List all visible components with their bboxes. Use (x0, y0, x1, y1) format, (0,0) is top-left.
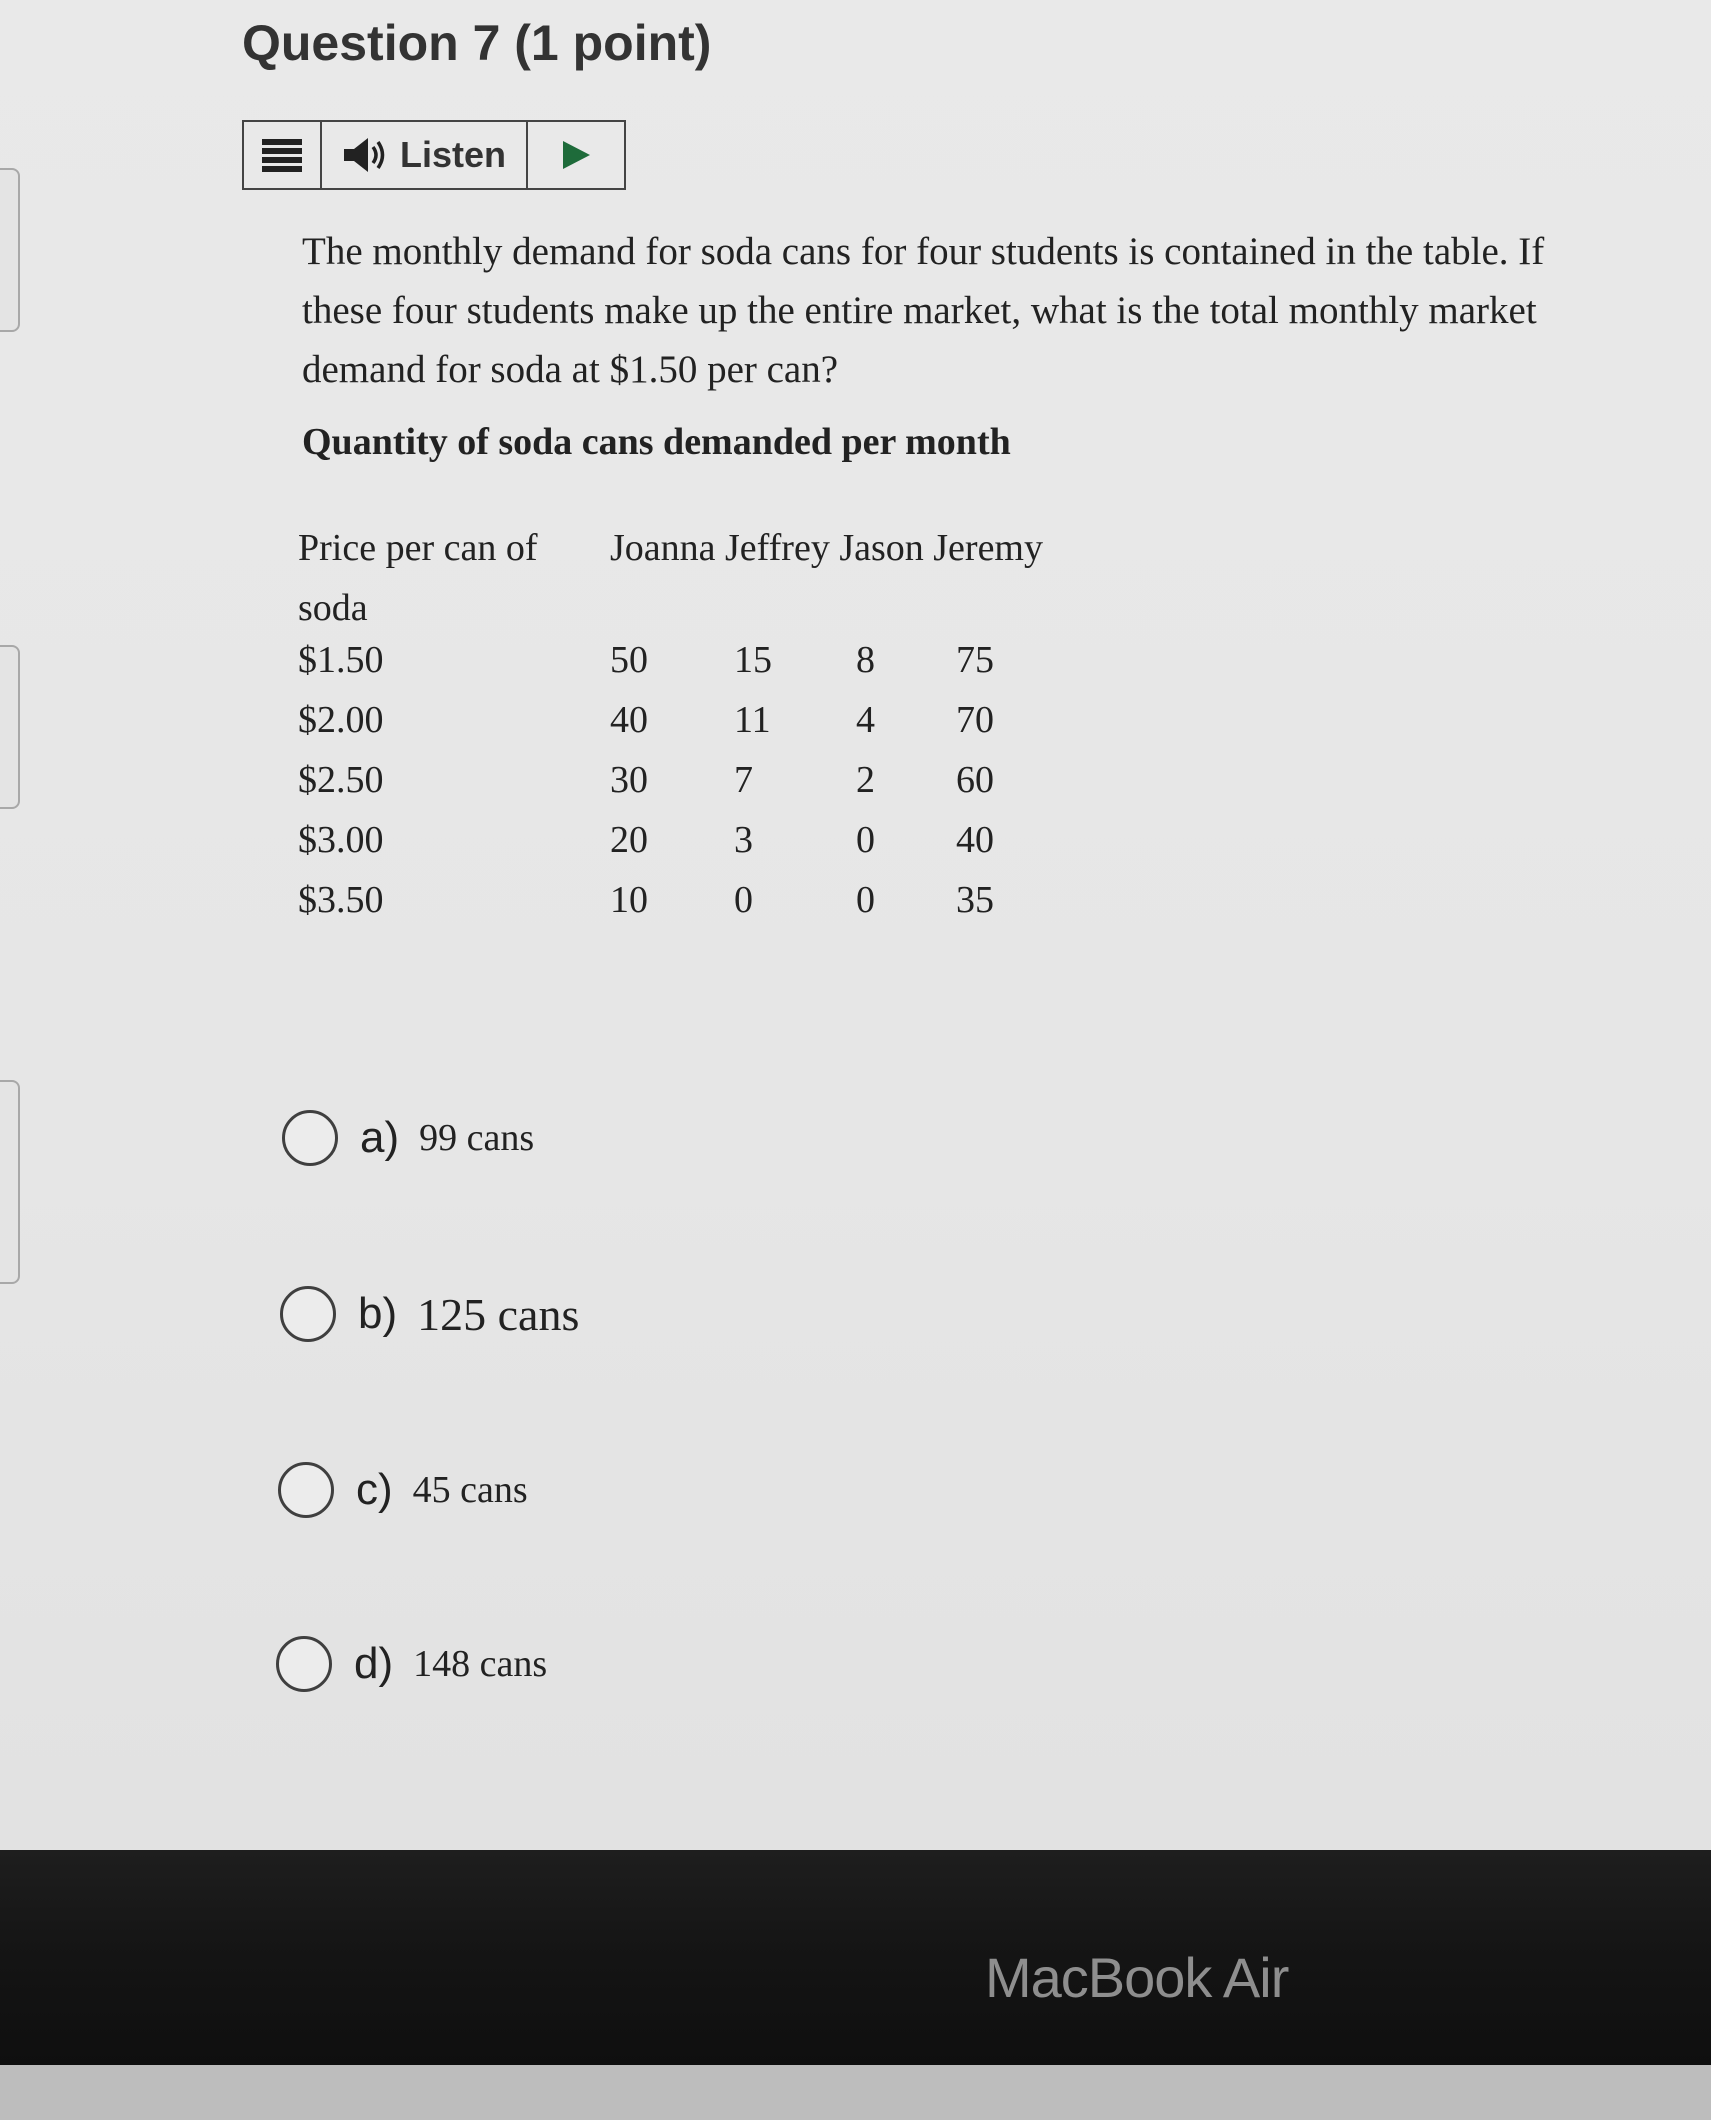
option-text: 45 cans (412, 1469, 528, 1511)
price-cell: $1.50 (298, 639, 384, 681)
jeremy-cell: 60 (956, 759, 994, 801)
price-cell: $3.50 (298, 879, 384, 921)
jason-cell: 2 (856, 759, 875, 801)
radio-button-a[interactable] (282, 1110, 338, 1166)
jeremy-cell: 75 (956, 639, 994, 681)
jason-cell: 0 (856, 879, 875, 921)
question-header: Question 7 (1 point) (242, 15, 712, 71)
student-names-header: Joanna Jeffrey Jason Jeremy (610, 527, 1043, 569)
joanna-cell: 50 (610, 639, 648, 681)
price-column-header: Price per can of soda (298, 527, 538, 629)
jason-cell: 8 (856, 639, 875, 681)
listen-toolbar (242, 120, 626, 190)
play-icon (559, 138, 593, 172)
jeremy-cell: 35 (956, 879, 994, 921)
jeffrey-cell: 0 (734, 879, 753, 921)
laptop-bezel (0, 1850, 1711, 2065)
joanna-cell: 20 (610, 819, 648, 861)
option-letter: c) (356, 1465, 393, 1514)
price-cell: $2.00 (298, 699, 384, 741)
hamburger-menu-icon (260, 137, 304, 173)
radio-button-c[interactable] (278, 1462, 334, 1518)
option-b[interactable] (280, 1286, 579, 1342)
price-cell: $3.00 (298, 819, 384, 861)
menu-button[interactable] (244, 122, 322, 188)
side-tab-middle (0, 645, 20, 809)
table-title: Quantity of soda cans demanded per month (302, 421, 1011, 463)
desk-surface (0, 2065, 1711, 2120)
table-row (298, 818, 1098, 878)
speaker-icon (342, 135, 390, 175)
option-letter: b) (358, 1289, 398, 1338)
option-text: 125 cans (417, 1288, 580, 1340)
joanna-cell: 40 (610, 699, 648, 741)
jeffrey-cell: 15 (734, 639, 772, 681)
jeffrey-cell: 11 (734, 699, 771, 741)
jeremy-cell: 40 (956, 819, 994, 861)
table-row (298, 758, 1098, 818)
question-text: The monthly demand for soda cans for four students is contained in the table. If these four students make up the entire market, what is the total monthly market demand for soda at $1.50 per can? (302, 230, 1545, 391)
jeremy-cell: 70 (956, 699, 994, 741)
side-tab-top (0, 168, 20, 332)
option-a[interactable] (282, 1110, 534, 1166)
price-cell: $2.50 (298, 759, 384, 801)
listen-button[interactable] (322, 122, 528, 188)
macbook-logo-text: MacBook Air (985, 1946, 1289, 2009)
table-row (298, 638, 1098, 698)
joanna-cell: 10 (610, 879, 648, 921)
listen-label: Listen (400, 134, 507, 175)
option-letter: d) (354, 1639, 394, 1688)
jeffrey-cell: 3 (734, 819, 753, 861)
play-button[interactable] (528, 122, 624, 188)
jeffrey-cell: 7 (734, 759, 753, 801)
option-text: 99 cans (419, 1117, 535, 1159)
jason-cell: 4 (856, 699, 875, 741)
radio-button-d[interactable] (276, 1636, 332, 1692)
option-d[interactable] (276, 1636, 547, 1692)
option-letter: a) (360, 1113, 400, 1162)
radio-button-b[interactable] (280, 1286, 336, 1342)
jason-cell: 0 (856, 819, 875, 861)
table-row (298, 878, 1098, 938)
side-tab-bottom (0, 1080, 20, 1284)
option-text: 148 cans (413, 1643, 548, 1685)
table-row (298, 698, 1098, 758)
joanna-cell: 30 (610, 759, 648, 801)
option-c[interactable] (278, 1462, 528, 1518)
